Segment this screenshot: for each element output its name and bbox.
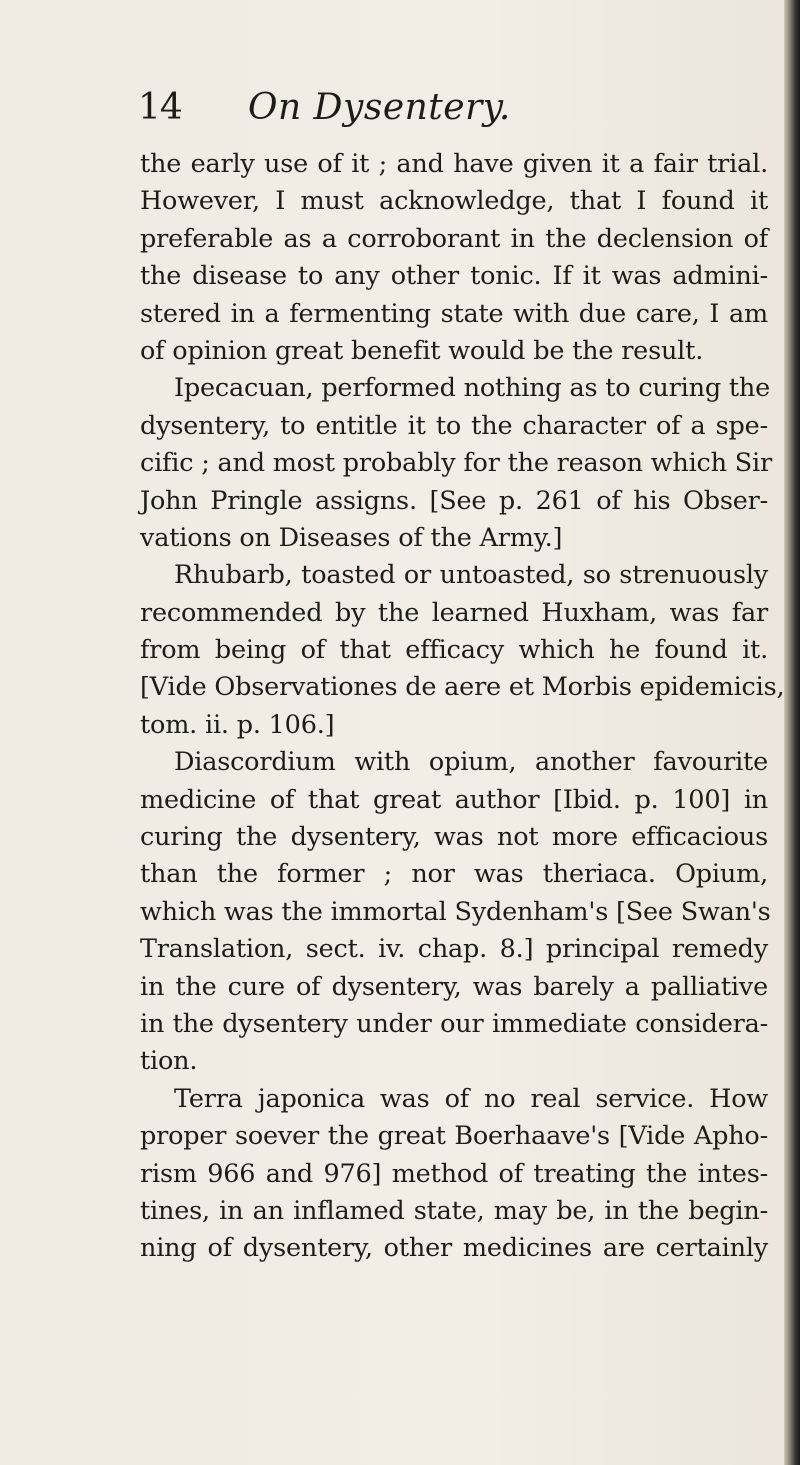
text-line: medicine of that great author [Ibid. p. 100] in [140,784,768,815]
text-line: which was the immortal Sydenham's [See Swan's [140,896,771,927]
text-line: proper soever the great Boerhaave's [Vide Apho- [140,1121,768,1152]
text-line: curing the dysentery, was not more efficacious [140,822,768,853]
text-line: cific ; and most probably for the reason which Sir [140,448,772,479]
text-line: Ipecacuan, performed nothing as to curing the [174,373,771,404]
text-line: Translation, sect. iv. chap. 8.] principal remedy [140,934,768,965]
text-line: from being of that efficacy which he found it. [140,635,768,666]
text-line: dysentery, to entitle it to the character of a spe- [140,410,768,441]
body-text [140,146,785,1268]
text-line: tion. [140,1046,198,1077]
text-line: However, I must acknowledge, that I found it [140,186,768,217]
text-line: in the cure of dysentery, was barely a palliative [140,971,768,1002]
text-line: the early use of it ; and have given it a fair trial. [140,149,768,179]
text-line: Diascordium with opium, another favourite [174,747,768,778]
text-line: tom. ii. p. 106.] [140,709,335,740]
text-line: rism 966 and 976] method of treating the intes- [140,1158,768,1189]
page-number: 14 [138,87,182,128]
text-line: than the former ; nor was theriaca. Opium, [140,859,768,890]
text-line: preferable as a corroborant in the declension of [140,223,768,254]
text-line: ning of dysentery, other medicines are certainly [140,1233,768,1264]
text-line: recommended by the learned Huxham, was far [140,597,768,628]
text-line: in the dysentery under our immediate considera- [140,1008,768,1039]
text-line: of opinion great benefit would be the result. [140,335,704,366]
text-line: stered in a fermenting state with due care, I am [140,298,768,329]
text-line: vations on Diseases of the Army.] [140,522,563,553]
text-line: the disease to any other tonic. If it was admini- [140,261,768,292]
text-line: John Pringle assigns. [See p. 261 of his Obser- [140,485,768,516]
page-edge-shadow [784,0,800,1465]
running-head [138,86,758,130]
text-line: Rhubarb, toasted or untoasted, so strenuously [174,560,768,591]
text-line: Terra japonica was of no real service. How [174,1083,768,1114]
text-line: tines, in an inflamed state, may be, in the begin- [140,1195,768,1226]
running-title: On Dysentery. [248,87,511,128]
text-line: [Vide Observationes de aere et Morbis epidemicis, [140,672,785,703]
